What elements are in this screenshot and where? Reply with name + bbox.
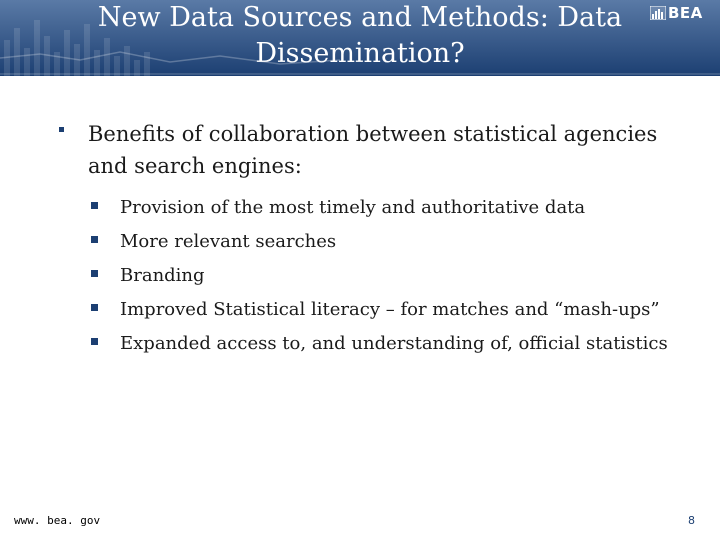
bullet-square-icon: [91, 338, 98, 345]
slide-body: [58, 118, 678, 364]
sub-bullet-list: [58, 194, 678, 358]
sub-bullet-item: [88, 262, 678, 290]
sub-bullet-text: Provision of the most timely and authoritative data: [120, 197, 586, 218]
bea-logo-icon: [650, 6, 666, 20]
sub-bullet-text: Expanded access to, and understanding of, official statistics: [120, 333, 668, 354]
main-bullet-item: [58, 118, 678, 182]
bullet-square-icon: [91, 236, 98, 243]
sub-bullet-text: Improved Statistical literacy – for matches and “mash-ups”: [120, 299, 660, 320]
sub-bullet-item: [88, 228, 678, 256]
footer-url: www. bea. gov: [14, 514, 101, 527]
bullet-square-icon: [91, 304, 98, 311]
page-number: 8: [688, 514, 695, 527]
slide-title: [0, 0, 720, 76]
sub-bullet-item: [88, 194, 678, 222]
bullet-square-icon: [91, 202, 98, 209]
bea-logo: [650, 3, 703, 23]
bullet-square-icon: [91, 270, 98, 277]
main-bullet-text: Benefits of collaboration between statistical agencies and search engines:: [88, 122, 658, 178]
sub-bullet-text: Branding: [120, 265, 205, 286]
slide-header: [0, 0, 720, 76]
slide-title-line-2: Dissemination?: [255, 38, 465, 69]
sub-bullet-item: [88, 296, 678, 324]
bullet-square-icon: [59, 127, 64, 132]
slide-title-line-1: New Data Sources and Methods: Data: [97, 2, 623, 33]
bea-logo-text: BEA: [668, 4, 703, 22]
sub-bullet-text: More relevant searches: [120, 231, 337, 252]
sub-bullet-item: [88, 330, 678, 358]
